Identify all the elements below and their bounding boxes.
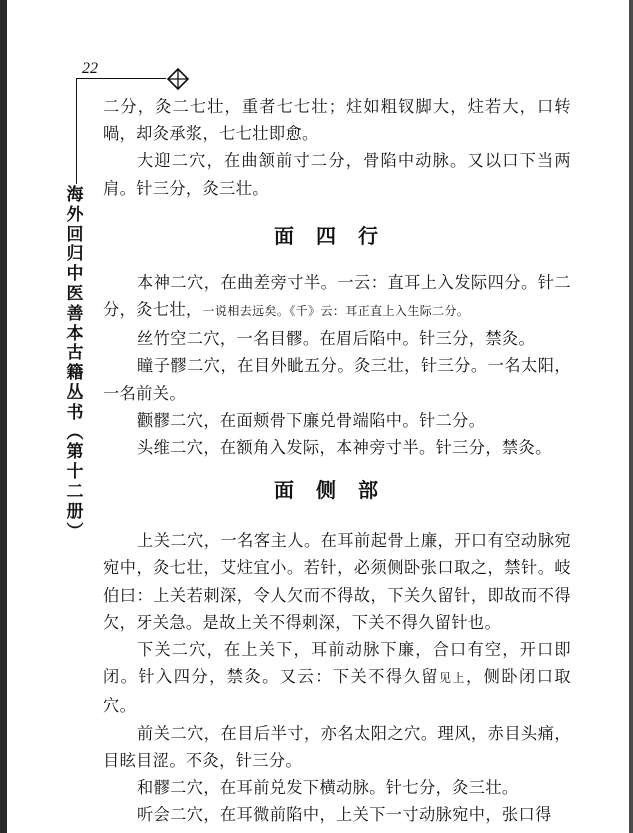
paragraph xyxy=(103,636,571,720)
paragraph xyxy=(103,269,571,325)
page-body xyxy=(103,93,571,828)
paragraph-text: 本神二穴，在曲差旁寸半。一云：直耳上入发际四分。针二分，灸七壮， xyxy=(103,272,571,320)
page-number: 22 xyxy=(82,60,98,77)
annotation-note: 见上 xyxy=(438,671,466,686)
paragraph: 听会二穴，在耳微前陷中，上关下一寸动脉宛中，张口得 xyxy=(137,805,552,825)
diamond-ornament-icon xyxy=(166,67,190,91)
paragraph-text: 下关二穴，在上关下，耳前动脉下廉，合口有空，开口即闭。针入四分，禁灸。又云：下关不得久留 xyxy=(103,640,571,687)
paragraph: 颧髎二穴，在面颊骨下廉兑骨端陷中。针二分。 xyxy=(137,410,486,430)
section-heading: 面四行 xyxy=(274,223,400,248)
header-rule xyxy=(76,78,166,79)
paragraph: 上关二穴，一名客主人。在耳前起骨上廉，开口有空动脉宛宛中，灸七壮，艾炷宜小。若针，必须侧卧张口取之，禁针。岐伯曰：上关若刺深，令人欠而不得故，下关久留针，即故而不得欠，牙关急。是故上关不得刺深，下关不得久留针也。 xyxy=(103,531,571,632)
series-title: 海 外 回 归 中 医 善 本 古 籍 丛 书 ︵ 第 十 二 册 ︶ xyxy=(66,185,84,542)
paragraph: 二分，灸二七壮，重者七七壮；炷如粗钗脚大，炷若大，口转喎，却灸承浆，七七壮即愈。 xyxy=(103,97,571,144)
paragraph: 大迎二穴，在曲颔前寸二分，骨陷中动脉。又以口下当两肩。针三分，灸三壮。 xyxy=(103,151,571,198)
scan-edge-left xyxy=(0,0,7,833)
paragraph: 丝竹空二穴，一名目髎。在眉后陷中。针三分，禁灸。 xyxy=(137,329,536,349)
paragraph: 瞳子髎二穴，在目外眦五分。灸三壮，针三分。一名太阳，一名前关。 xyxy=(103,356,571,403)
annotation-note: 一说相去远矣。《千》云：耳正直上入生际二分。 xyxy=(202,304,470,319)
paragraph: 和髎二穴，在耳前兑发下横动脉。针七分，灸三壮。 xyxy=(137,778,519,798)
paragraph: 头维二穴，在额角入发际，本神旁寸半。针三分，禁灸。 xyxy=(137,438,552,458)
scan-edge-right xyxy=(629,0,633,833)
side-rule xyxy=(76,78,77,184)
paragraph-text: ，侧卧闭口取穴。 xyxy=(103,667,571,716)
section-heading: 面侧部 xyxy=(274,478,400,503)
paragraph: 前关二穴，在目后半寸，亦名太阳之穴。理风，赤目头痛，目眩目涩。不灸，针三分。 xyxy=(103,723,571,770)
